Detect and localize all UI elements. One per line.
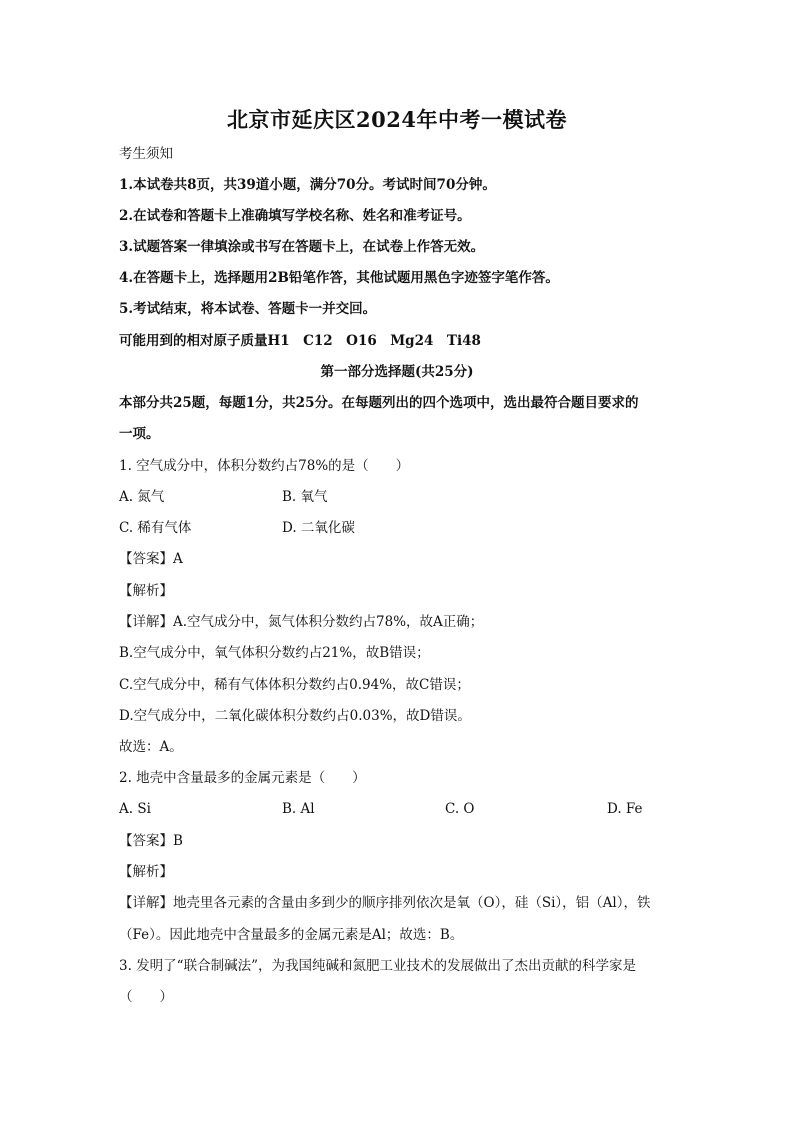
q1-answer: 【答案】A [119, 551, 183, 567]
notice-item-1: 1.本试卷共8页，共39道小题，满分70分。考试时间70分钟。 [119, 177, 496, 193]
atomic-mass-line: 可能用到的相对原子质量H1 C12 O16 Mg24 Ti48 [119, 333, 481, 349]
q1-option-d: D. 二氧化碳 [282, 520, 355, 536]
q2-option-d: D. Fe [607, 801, 643, 817]
q2-detail-line-2: （Fe）。因此地壳中含量最多的金属元素是Al；故选：B。 [119, 927, 464, 943]
q1-detail-line-3: C.空气成分中，稀有气体体积分数约占0.94%，故C错误； [119, 677, 470, 693]
q1-option-a: A. 氮气 [119, 489, 165, 505]
notice-item-2: 2.在试卷和答题卡上准确填写学校名称、姓名和准考证号。 [119, 208, 471, 224]
q1-conclusion: 故选：A。 [119, 739, 183, 755]
q2-stem: 2. 地壳中含量最多的金属元素是（ ） [119, 770, 366, 786]
q2-answer: 【答案】B [119, 833, 183, 849]
section-intro-line-2: 一项。 [119, 426, 160, 442]
q2-option-a: A. Si [119, 801, 151, 817]
q2-option-c: C. O [445, 801, 475, 817]
notice-item-4: 4.在答题卡上，选择题用2B铅笔作答，其他试题用黑色字迹签字笔作答。 [119, 270, 559, 286]
q2-option-b: B. Al [282, 801, 315, 817]
section-title: 第一部分选择题(共25分) [320, 364, 474, 380]
notice-heading: 考生须知 [119, 146, 173, 162]
q1-option-c: C. 稀有气体 [119, 520, 192, 536]
section-intro-line-1: 本部分共25题，每题1分，共25分。在每题列出的四个选项中，选出最符合题目要求的 [119, 395, 639, 411]
q2-analysis: 【解析】 [119, 864, 173, 880]
q1-analysis: 【解析】 [119, 583, 173, 599]
notice-item-5: 5.考试结束，将本试卷、答题卡一并交回。 [119, 301, 377, 317]
q3-stem-line-2: （ ） [119, 989, 173, 1005]
notice-item-3: 3.试题答案一律填涂或书写在答题卡上，在试卷上作答无效。 [119, 239, 485, 255]
q1-detail-line-1: 【详解】A.空气成分中，氮气体积分数约占78%，故A正确； [119, 614, 484, 630]
q1-detail-line-2: B.空气成分中，氧气体积分数约占21%，故B错误； [119, 645, 430, 661]
q3-stem-line-1: 3. 发明了“联合制碱法”，为我国纯碱和氮肥工业技术的发展做出了杰出贡献的科学家是 [119, 958, 636, 974]
exam-title: 北京市延庆区2024年中考一模试卷 [227, 107, 567, 132]
q1-detail-line-4: D.空气成分中，二氧化碳体积分数约占0.03%，故D错误。 [119, 708, 471, 724]
q2-detail-line-1: 【详解】地壳里各元素的含量由多到少的顺序排列依次是氧（O），硅（Si），铝（Al），铁 [119, 895, 651, 911]
q1-stem: 1. 空气成分中，体积分数约占78%的是（ ） [119, 458, 410, 474]
q1-option-b: B. 氧气 [282, 489, 328, 505]
